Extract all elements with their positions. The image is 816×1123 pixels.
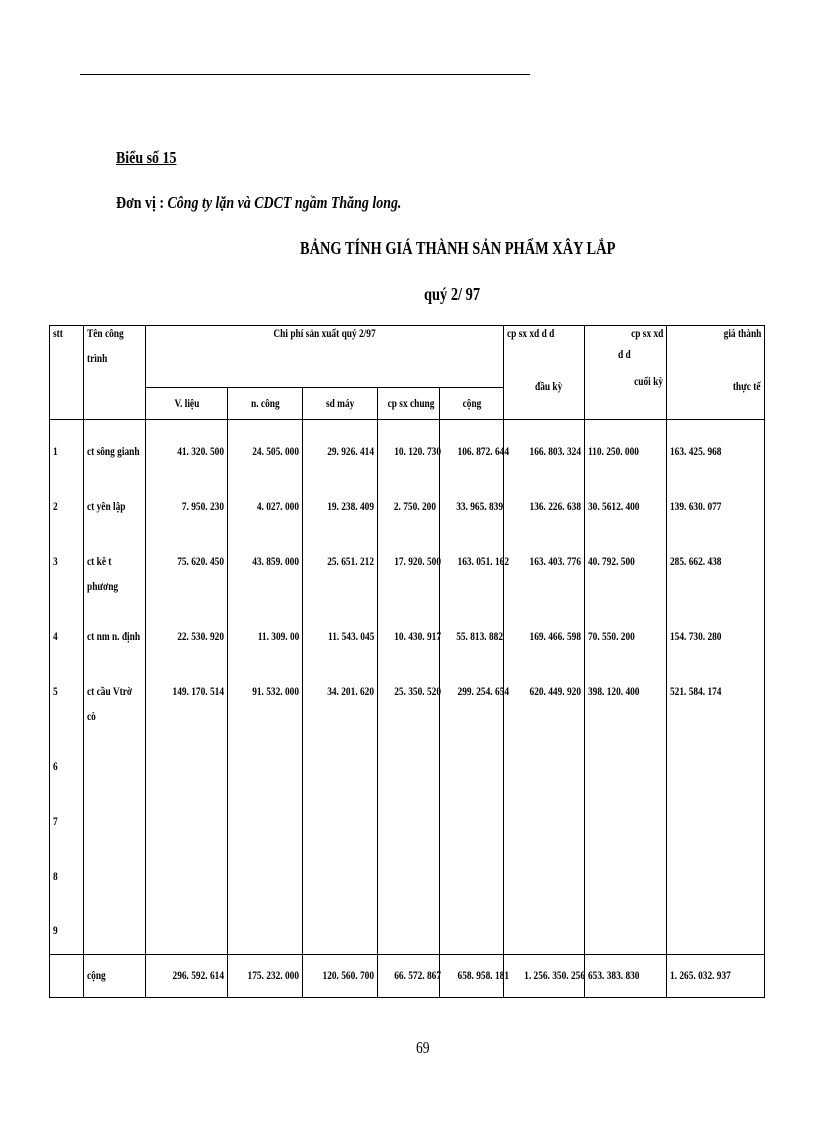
cell-name: ct yên lập [84, 475, 146, 530]
cell-dau-ky: 163. 403. 776 [504, 530, 585, 606]
table-row-empty [50, 735, 765, 790]
cell-name: ct kê t phương [84, 530, 146, 606]
cell-ncong: 91. 532. 000 [228, 660, 303, 736]
cell-stt: 9 [50, 899, 84, 954]
form-number: Biểu số 15 [116, 148, 177, 167]
cell-vlieu: 22. 530. 920 [146, 605, 228, 660]
cell-cuoi-ky: 398. 120. 400 [585, 660, 667, 736]
cell-stt: 7 [50, 790, 84, 845]
cell-dau-ky: 166. 803. 324 [504, 420, 585, 475]
header-gia-thanh: giá thành thực tế [667, 326, 765, 420]
cell-name: ct sông gianh [84, 420, 146, 475]
cell-vlieu: 41. 320. 500 [146, 420, 228, 475]
cell-vlieu: 75. 620. 450 [146, 530, 228, 606]
cell-cuoi-ky: 30. 5612. 400 [585, 475, 667, 530]
cell-cong: 106. 872. 644 [440, 420, 504, 475]
unit-label: Đơn vị : [116, 193, 164, 212]
header-chi-phi-group: Chi phí sản xuất quý 2/97 [146, 326, 504, 388]
total-cpsxchung: 66. 572. 867 [378, 954, 440, 997]
cell-cpsxchung: 25. 350. 520 [378, 660, 440, 736]
document-title: BẢNG TÍNH GIÁ THÀNH SẢN PHẨM XÂY LẮP [300, 238, 616, 258]
header-sdmay: sd máy [303, 387, 378, 420]
cell-sdmay: 11. 543. 045 [303, 605, 378, 660]
quarter-label: quý 2/ 97 [424, 284, 481, 304]
cell-stt: 3 [50, 530, 84, 606]
cell-cong: 163. 051. 162 [440, 530, 504, 606]
cell-vlieu: 7. 950. 230 [146, 475, 228, 530]
cell-stt: 5 [50, 660, 84, 736]
cell-cong: 55. 813. 882 [440, 605, 504, 660]
cell-gia-thanh: 139. 630. 077 [667, 475, 765, 530]
header-ten-cong-trinh: Tên công trình [84, 326, 146, 420]
cell-stt: 8 [50, 845, 84, 900]
cell-name: ct nm n. định [84, 605, 146, 660]
unit-name: Công ty lặn và CDCT ngầm Thăng long. [167, 193, 402, 212]
table-row [50, 530, 765, 606]
cell-dau-ky: 136. 226. 638 [504, 475, 585, 530]
total-vlieu: 296. 592. 614 [146, 954, 228, 997]
cell-sdmay: 29. 926. 414 [303, 420, 378, 475]
total-label: cộng [84, 954, 146, 997]
cost-table [49, 325, 765, 998]
cell-stt: 6 [50, 735, 84, 790]
cell-stt: 1 [50, 420, 84, 475]
cell-sdmay: 19. 238. 409 [303, 475, 378, 530]
cell-sdmay: 34. 201. 620 [303, 660, 378, 736]
cell-cuoi-ky: 70. 550. 200 [585, 605, 667, 660]
header-ncong: n. công [228, 387, 303, 420]
cell-cong: 299. 254. 654 [440, 660, 504, 736]
cell-stt: 4 [50, 605, 84, 660]
total-ncong: 175. 232. 000 [228, 954, 303, 997]
table-row [50, 475, 765, 530]
unit-line [116, 193, 401, 213]
cell-ncong: 4. 027. 000 [228, 475, 303, 530]
cell-gia-thanh: 163. 425. 968 [667, 420, 765, 475]
cell-gia-thanh: 154. 730. 280 [667, 605, 765, 660]
cell-cpsxchung: 17. 920. 500 [378, 530, 440, 606]
total-dau-ky: 1. 256. 350. 256 [504, 954, 585, 997]
total-row [50, 954, 765, 997]
cell-name: ct cầu Vtrờ cò [84, 660, 146, 736]
top-rule [80, 74, 530, 75]
cell-cong: 33. 965. 839 [440, 475, 504, 530]
table-row [50, 605, 765, 660]
header-cong: cộng [440, 387, 504, 420]
cell-gia-thanh: 521. 584. 174 [667, 660, 765, 736]
header-stt: stt [50, 326, 84, 420]
cell-sdmay: 25. 651. 212 [303, 530, 378, 606]
header-vlieu: V. liệu [146, 387, 228, 420]
cell-ncong: 24. 505. 000 [228, 420, 303, 475]
cell-ncong: 43. 859. 000 [228, 530, 303, 606]
cell-dau-ky: 620. 449. 920 [504, 660, 585, 736]
cell-vlieu: 149. 170. 514 [146, 660, 228, 736]
page-number: 69 [416, 1038, 430, 1057]
total-cong: 658. 958. 181 [440, 954, 504, 997]
table-row [50, 420, 765, 475]
total-cuoi-ky: 653. 383. 830 [585, 954, 667, 997]
total-sdmay: 120. 560. 700 [303, 954, 378, 997]
table-row-empty [50, 899, 765, 954]
cell-cpsxchung: 2. 750. 200 [378, 475, 440, 530]
cell-gia-thanh: 285. 662. 438 [667, 530, 765, 606]
table-row-empty [50, 845, 765, 900]
cell-cuoi-ky: 40. 792. 500 [585, 530, 667, 606]
cell-cpsxchung: 10. 120. 730 [378, 420, 440, 475]
cell-cuoi-ky: 110. 250. 000 [585, 420, 667, 475]
cell-stt: 2 [50, 475, 84, 530]
cell-ncong: 11. 309. 00 [228, 605, 303, 660]
header-dau-ky: cp sx xd d d đầu kỳ [504, 326, 585, 420]
table-row [50, 660, 765, 736]
header-cpsxchung: cp sx chung [378, 387, 440, 420]
cell-cpsxchung: 10. 430. 917 [378, 605, 440, 660]
total-gia-thanh: 1. 265. 032. 937 [667, 954, 765, 997]
cell-dau-ky: 169. 466. 598 [504, 605, 585, 660]
table-row-empty [50, 790, 765, 845]
header-cuoi-ky: cp sx xd d d cuối kỳ [585, 326, 667, 420]
